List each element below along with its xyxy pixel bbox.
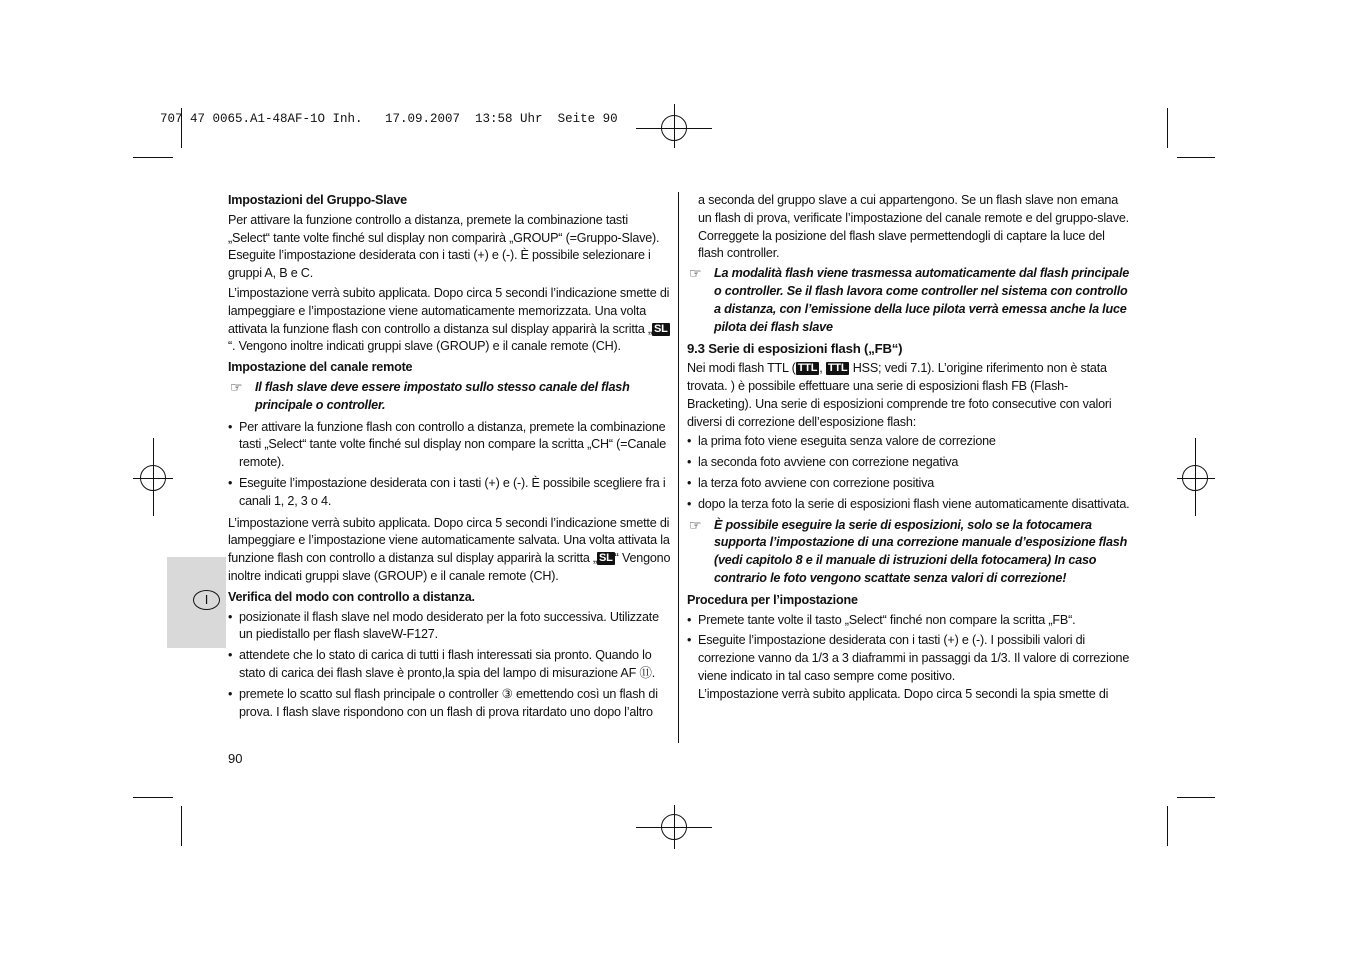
list-item: • dopo la terza foto la serie di esposizioni flash viene automaticamente disattivata. (687, 496, 1131, 514)
paragraph: L’impostazione verrà subito applicata. Dopo circa 5 secondi l’indicazione smette di lampeggiare e l’impostazione viene automaticamente salvata. Una volta attivata la funzione flash con controllo a distanza sul display apparirà la scritta „ SL “ Vengono inoltre indicati gruppi slave (GROUP) e il canale remote (CH). (228, 515, 671, 583)
sl-badge-icon: SL (599, 552, 613, 565)
note: ☞ La modalità flash viene trasmessa automaticamente dal flash principale o controller. Se il flash lavora come controller nel sistema con controllo a distanza, con l’emissione della luce pilota verrà emessa anche la luce pilota dei flash slave (689, 265, 1130, 334)
registration-mark-icon (1177, 478, 1215, 479)
paragraph: Per attivare la funzione controllo a distanza, premete la combinazione tasti „Select“ tante volte finché sul display non comparirà „GROUP“ (=Gruppo-Slave). Eseguite l’impostazione desiderata con i tasti (+) e (-). È possibile selezionare i gruppi A, B e C. (228, 212, 660, 281)
list-item: • Eseguite l’impostazione desiderata con i tasti (+) e (-). È possibile scegliere fra i canali 1, 2, 3 o 4. (228, 475, 672, 511)
print-header: 707 47 0065.A1-48AF-1O Inh. 17.09.2007 13:58 Uhr Seite 90 (160, 112, 618, 126)
ttl-badge-icon: TTL (797, 362, 818, 375)
note: ☞ È possibile eseguire la serie di esposizioni, solo se la fotocamera supporta l’impostazione di una correzione manuale d’esposizione flash (vedi capitolo 8 e il manuale di istruzioni della fotocamera) In caso contrario le foto vengono scattate senza valori di correzione! (689, 516, 1128, 585)
heading-slave-group: Impostazioni del Gruppo-Slave (228, 193, 407, 207)
list-item: • Per attivare la funzione flash con controllo a distanza, premete la combinazione tasti „Select“ tante volte finché sul display non compare la scritta „CH“ (=Canale remote). (228, 419, 672, 472)
registration-mark-icon (674, 104, 675, 148)
language-tab-label: I (193, 590, 220, 610)
crop-mark (1167, 806, 1168, 846)
column-divider (678, 192, 679, 743)
page-number: 90 (228, 751, 243, 766)
list-item: • Eseguite l’impostazione desiderata con i tasti (+) e (-). I possibili valori di correzione vanno da 1/3 a 3 diaframmi in passaggi da 1/3. Il valore di correzione viene indicato in tal caso sempre come positivo. (687, 632, 1131, 685)
paragraph: Nei modi flash TTL ( TTL , TTL HSS; vedi 7.1). L’origine riferimento non è stata trovata. ) è possibile effettuare una serie di esposizioni flash FB (Flash-Bracketing). Una serie di esposizioni comprende tre foto consecutive con valori diversi di correzione dell’esposizione flash: (687, 361, 1112, 429)
list-item: • premete lo scatto sul flash principale o controller ③ emettendo così un flash di prova. I flash slave rispondono con un flash di prova ritardato uno dopo l’altro (228, 686, 672, 722)
list-item: • posizionate il flash slave nel modo desiderato per la foto successiva. Utilizzate un piedistallo per flash slaveW-F127. (228, 609, 672, 645)
paragraph: a seconda del gruppo slave a cui appartengono. Se un flash slave non emana un flash di prova, verificate l’impostazione del canale remote e del gruppo-slave. Correggete la posizione del flash slave permettendogli di captare la luce del flash controller. (698, 193, 1129, 261)
sl-badge-icon: SL (654, 322, 668, 335)
crop-mark (1177, 157, 1215, 158)
list-item: • attendete che lo stato di carica di tutti i flash interessati sia pronto. Quando lo stato di carica dei flash slave è pronto,la spia del lampo di misurazione AF ⑪. (228, 647, 672, 683)
registration-mark-icon (153, 438, 154, 516)
crop-mark (1167, 108, 1168, 148)
list-item: • Premete tante volte il tasto „Select“ finché non compare la scritta „FB“. (687, 612, 1131, 630)
heading-remote-channel: Impostazione del canale remote (228, 360, 413, 375)
pointing-hand-icon: ☞ (689, 265, 702, 282)
crop-mark (1177, 797, 1215, 798)
crop-mark (133, 157, 173, 158)
left-column (228, 192, 672, 724)
paragraph: L’impostazione verrà subito applicata. Dopo circa 5 secondi la spia smette di (698, 686, 1109, 701)
registration-mark-icon (674, 805, 675, 849)
right-column (687, 192, 1131, 706)
registration-mark-icon (1195, 438, 1196, 516)
heading-flash-bracketing: 9.3 Serie di esposizioni flash („FB“) (687, 341, 903, 357)
crop-mark (133, 797, 173, 798)
pointing-hand-icon: ☞ (230, 378, 243, 395)
heading-verify: Verifica del modo con controllo a distanza. (228, 589, 475, 604)
ttl-badge-icon: TTL (827, 362, 848, 375)
heading-procedure: Procedura per l’impostazione (687, 592, 858, 607)
list-item: • la prima foto viene eseguita senza valore de correzione (687, 433, 1131, 451)
list-item: • la terza foto avviene con correzione positiva (687, 475, 1131, 493)
crop-mark (181, 806, 182, 846)
pointing-hand-icon: ☞ (689, 516, 702, 533)
paragraph: L’impostazione verrà subito applicata. Dopo circa 5 secondi l’indicazione smette di lampeggiare e l’impostazione viene automaticamente memorizzata. Una volta attivata la funzione flash con controllo a distanza sul display apparirà la scritta „ SL“. Vengono inoltre indicati gruppi slave (GROUP) e il canale remote (CH). (228, 285, 670, 354)
list-item: • la seconda foto avviene con correzione negativa (687, 454, 1131, 472)
note: ☞ Il flash slave deve essere impostato sullo stesso canale del flash principale o controller. (230, 378, 630, 412)
